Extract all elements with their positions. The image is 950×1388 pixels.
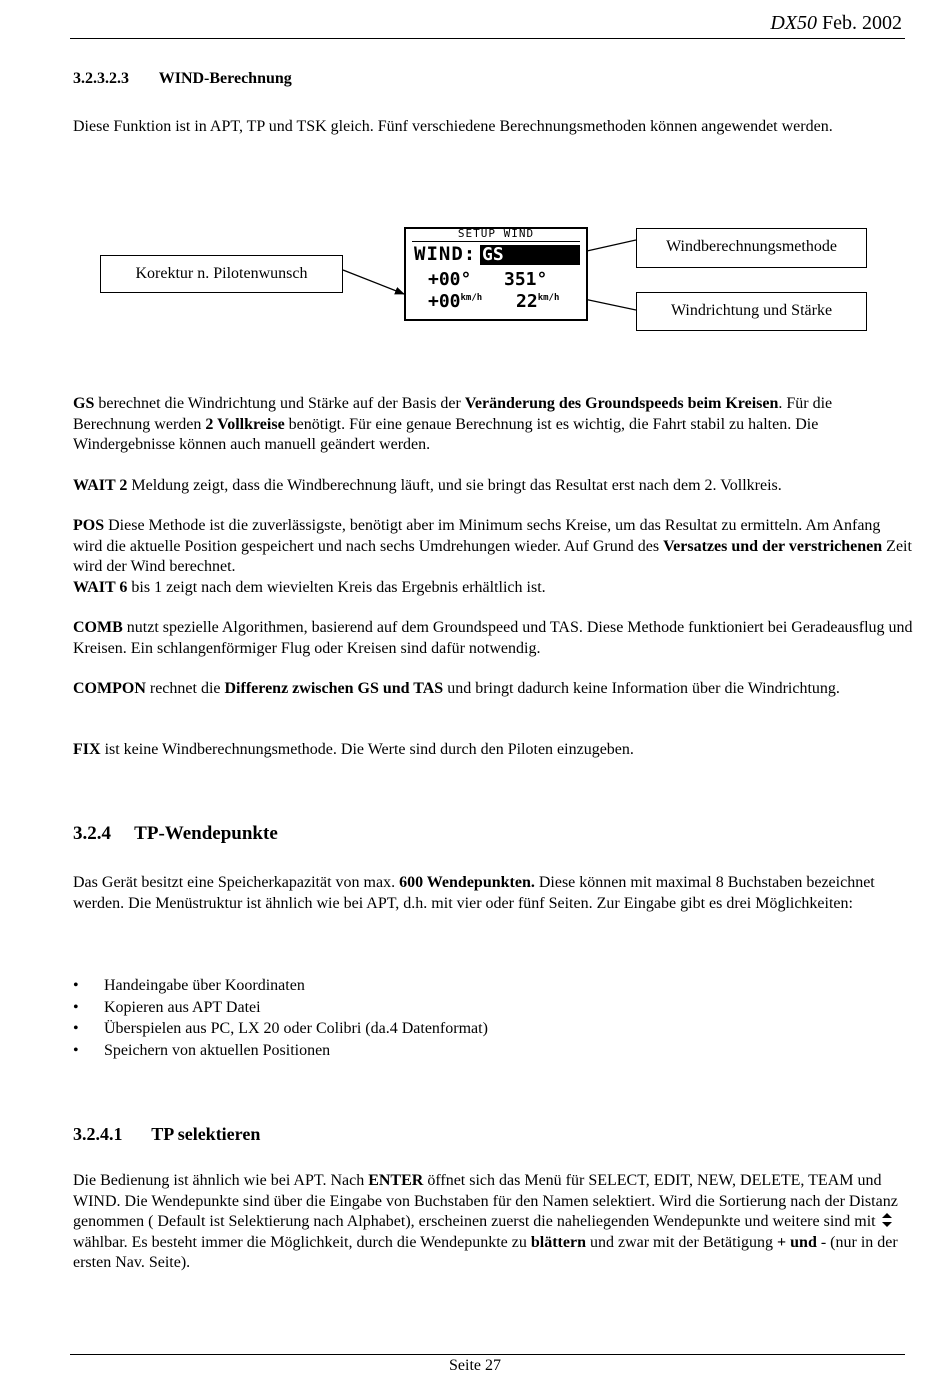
footer-rule xyxy=(70,1354,905,1355)
list-item-text: Kopieren aus APT Datei xyxy=(104,998,261,1016)
list-item-text: Überspielen aus PC, LX 20 oder Colibri (da.4 Datenformat) xyxy=(104,1020,488,1037)
paragraph-wait2 xyxy=(73,476,913,497)
lcd-speed-number: 22 xyxy=(516,291,538,312)
text-span: . Für die Berechnung werden xyxy=(73,395,833,433)
emphasis: 600 Wendepunkten. xyxy=(399,874,535,891)
emphasis: Versatzes und der verstrichenen xyxy=(663,537,883,555)
list-item xyxy=(73,1040,488,1062)
bullet-icon: • xyxy=(73,977,79,994)
section-heading-wind xyxy=(73,70,292,88)
lcd-direction-offset: +00° xyxy=(428,269,472,290)
term-wait6: WAIT 6 xyxy=(73,578,128,596)
text-span: Die Bedienung ist ähnlich wie bei APT. Nach xyxy=(73,1172,369,1189)
callout-wind-value: Windrichtung und Stärke xyxy=(636,292,867,331)
text-span: berechnet die Windrichtung und Stärke auf der Basis der xyxy=(94,395,465,412)
section-title: TP-Wendepunkte xyxy=(134,823,278,844)
term-comb: COMB xyxy=(73,619,123,636)
emphasis: 2 Vollkreise xyxy=(205,415,285,433)
term-wait2: WAIT 2 xyxy=(73,477,128,494)
lcd-title: SETUP WIND xyxy=(457,227,535,240)
lcd-screen xyxy=(404,227,588,321)
header-date: Feb. 2002 xyxy=(822,12,902,34)
lcd-method-selection: GS xyxy=(480,245,580,265)
emphasis: + und xyxy=(777,1233,817,1251)
list-item-text: Speichern von aktuellen Positionen xyxy=(104,1041,331,1059)
text-span: bis 1 zeigt nach dem wievielten Kreis das Ergebnis erhältlich ist. xyxy=(127,578,546,596)
lcd-wind-label: WIND: xyxy=(414,243,477,265)
section-number: 3.2.3.2.3 xyxy=(73,70,129,87)
text-span: Das Gerät besitzt eine Speicherkapazität von max. xyxy=(73,874,400,891)
lcd-speed-offset xyxy=(428,289,482,311)
paragraph-comb xyxy=(73,618,913,659)
page-number: Seite 27 xyxy=(449,1357,501,1374)
section-number: 3.2.4 xyxy=(73,823,111,844)
text-span: Zeit wird der Wind berechnet. xyxy=(73,537,912,575)
text-span: öffnet sich das Menü für SELECT, EDIT, NEW, DELETE, TEAM und WIND. Die Wendepunkte sind über die Eingabe von Buchstaben für den Namen selektiert. Wird die Sortierung nach der Distanz genommen ( Default ist Selektierung nach Alphabet), erscheinen zuerst die naheliegenden Wendepunkte und weitere sind mit xyxy=(73,1172,898,1230)
emphasis: Veränderung des Groundspeeds beim Kreisen xyxy=(464,395,779,412)
lcd-title-rule xyxy=(412,241,580,242)
lcd-speed-value xyxy=(516,289,559,311)
paragraph-fix xyxy=(73,740,913,761)
paragraph-tp-intro xyxy=(73,873,913,914)
page-header xyxy=(770,12,902,35)
bullet-list xyxy=(73,975,488,1061)
lcd-speed-offset-value: +00 xyxy=(428,291,461,312)
emphasis: Differenz zwischen GS und TAS xyxy=(224,680,444,697)
header-rule xyxy=(70,38,905,39)
callout-correction: Korektur n. Pilotenwunsch xyxy=(100,255,343,293)
term-gs: GS xyxy=(73,395,95,412)
section-title: TP selektieren xyxy=(151,1124,261,1144)
text-span: rechnet die xyxy=(145,680,225,697)
section-number: 3.2.4.1 xyxy=(73,1124,123,1144)
header-model: DX50 xyxy=(770,12,817,34)
text-span: Diese können mit maximal 8 Buchstaben bezeichnet werden. Die Menüstruktur ist ähnlich wie bei APT, d.h. mit vier oder fünf Seiten. Zur Eingabe gibt es drei Möglichkeiten: xyxy=(73,874,875,912)
paragraph-tp-select xyxy=(73,1171,913,1274)
lcd-unit-right: km/h xyxy=(537,293,560,303)
bullet-icon: • xyxy=(73,1041,79,1059)
text-span: Meldung zeigt, dass die Windberechnung läuft, und sie bringt das Resultat erst nach dem 2. Vollkreis. xyxy=(127,477,782,494)
emphasis: ENTER xyxy=(368,1172,424,1189)
list-item xyxy=(73,997,488,1019)
emphasis: blättern xyxy=(530,1233,586,1251)
bullet-icon: • xyxy=(73,998,79,1016)
list-item-text: Handeingabe über Koordinaten xyxy=(104,977,305,994)
list-item xyxy=(73,975,488,997)
section-title: WIND-Berechnung xyxy=(158,70,292,87)
wind-setup-figure xyxy=(0,220,950,340)
term-compon: COMPON xyxy=(73,680,146,697)
text-span: und zwar mit der Betätigung xyxy=(585,1233,778,1251)
up-down-arrows-icon xyxy=(880,1212,894,1228)
callout-method: Windberechnungsmethode xyxy=(636,228,867,268)
section-heading-tp-select xyxy=(73,1124,260,1145)
intro-paragraph: Diese Funktion ist in APT, TP und TSK gleich. Fünf verschiedene Berechnungsmethoden können angewendet werden. xyxy=(73,118,833,135)
arrow-correction xyxy=(343,270,404,294)
paragraph-compon xyxy=(73,679,913,700)
paragraph-gs xyxy=(73,394,913,456)
term-fix: FIX xyxy=(73,741,101,758)
text-span: und bringt dadurch keine Information über die Windrichtung. xyxy=(443,680,840,697)
bullet-icon: • xyxy=(73,1020,79,1037)
text-span: ist keine Windberechnungsmethode. Die Werte sind durch den Piloten einzugeben. xyxy=(100,741,634,758)
text-span: - (nur in der ersten Nav. Seite). xyxy=(73,1233,898,1271)
text-span: nutzt spezielle Algorithmen, basierend auf dem Groundspeed und TAS. Diese Methode funktioniert bei Geradeausflug und Kreisen. Ein schlangenförmiger Flug oder Kreisen sind dafür notwendig. xyxy=(73,619,913,657)
lcd-direction-value: 351° xyxy=(504,269,548,290)
text-span: benötigt. Für eine genaue Berechnung ist es wichtig, die Fahrt stabil zu halten. Die Windergebnisse können auch manuell geändert werden. xyxy=(73,415,819,453)
term-pos: POS xyxy=(73,517,105,534)
text-span: Diese Methode ist die zuverlässigste, benötigt aber im Minimum sechs Kreise, um das Resultat zu ermitteln. Am Anfang wird die aktuelle Position gespeichert und nach sechs Umdrehungen wieder. Auf Grund des xyxy=(73,517,881,555)
text-span: wählbar. Es besteht immer die Möglichkeit, durch die Wendepunkte zu xyxy=(73,1233,531,1251)
list-item xyxy=(73,1018,488,1040)
paragraph-pos xyxy=(73,516,913,598)
lcd-unit-left: km/h xyxy=(460,293,483,303)
section-heading-tp xyxy=(73,823,278,845)
